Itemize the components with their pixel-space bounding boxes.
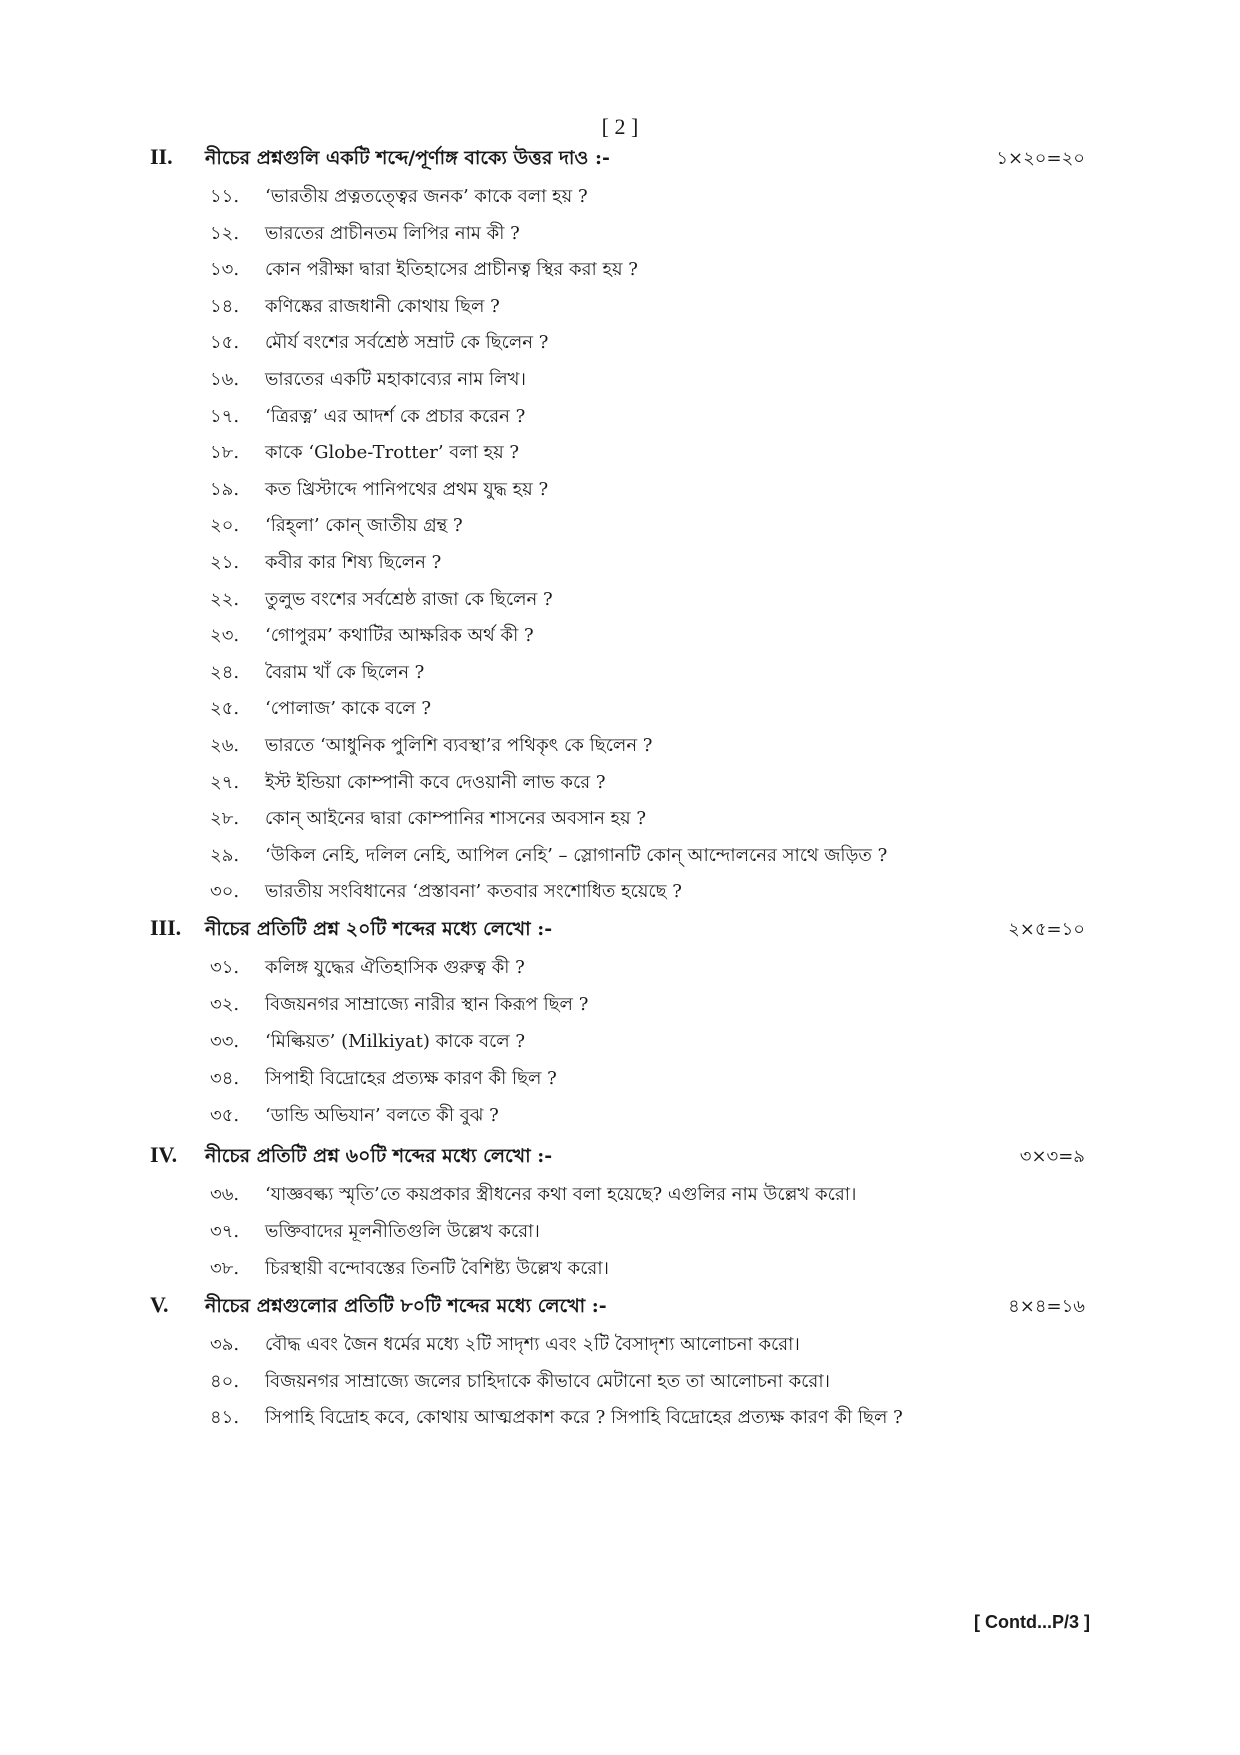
question-text: ভারতীয় সংবিধানের ‘প্রস্তাবনা’ কতবার সংশোধিত হয়েছে ? — [265, 881, 682, 902]
question-number: ১২. — [210, 223, 240, 244]
section-header — [0, 1142, 1240, 1182]
question-text: ‘ত্রিরত্ন’ এর আদর্শ কে প্রচার করেন ? — [265, 406, 526, 427]
question-number: ৩২. — [210, 994, 240, 1015]
question-text: চিরস্থায়ী বন্দোবস্তের তিনটি বৈশিষ্ট্য উল্লেখ করো। — [265, 1258, 609, 1279]
question-text: ইস্ট ইন্ডিয়া কোম্পানী কবে দেওয়ানী লাভ করে ? — [265, 772, 606, 793]
question-text: ভারতের একটি মহাকাব্যের নাম লিখ। — [265, 369, 526, 390]
question-item — [0, 877, 1240, 913]
question-number: ২৭. — [210, 772, 240, 793]
question-number: ৩১. — [210, 957, 240, 978]
question-number: ২০. — [210, 515, 240, 536]
question-item — [0, 1064, 1240, 1100]
question-number: ১৪. — [210, 296, 240, 317]
question-text: বৌদ্ধ এবং জৈন ধর্মের মধ্যে ২টি সাদৃশ্য এবং ২টি বৈসাদৃশ্য আলোচনা করো। — [265, 1334, 800, 1355]
question-number: ১৭. — [210, 406, 240, 427]
section-instruction: নীচের প্রতিটি প্রশ্ন ৬০টি শব্দের মধ্যে লেখো :- — [205, 1145, 553, 1167]
question-number: ৩০. — [210, 881, 240, 902]
question-item — [0, 1027, 1240, 1063]
question-text: বৈরাম খাঁ কে ছিলেন ? — [265, 662, 425, 683]
question-item — [0, 804, 1240, 840]
question-text: বিজয়নগর সাম্রাজ্যে জলের চাহিদাকে কীভাবে মেটানো হত তা আলোচনা করো। — [265, 1371, 830, 1392]
question-text: কবীর কার শিষ্য ছিলেন ? — [265, 552, 442, 573]
question-number: ২৮. — [210, 808, 240, 829]
question-number: ১৯. — [210, 479, 240, 500]
question-text: সিপাহী বিদ্রোহের প্রত্যক্ষ কারণ কী ছিল ? — [265, 1068, 557, 1089]
question-text: ‘উকিল নেহি, দলিল নেহি, আপিল নেহি’ – স্লোগানটি কোন্ আন্দোলনের সাথে জড়িত ? — [265, 845, 888, 866]
page-number: [ 2 ] — [601, 114, 639, 139]
question-text: সিপাহি বিদ্রোহ কবে, কোথায় আত্মপ্রকাশ করে ? সিপাহি বিদ্রোহের প্রত্যক্ষ কারণ কী ছিল ? — [265, 1407, 903, 1428]
question-item — [0, 365, 1240, 401]
question-text: মৌর্য বংশের সর্বশ্রেষ্ঠ সম্রাট কে ছিলেন ? — [265, 332, 549, 353]
question-item — [0, 402, 1240, 438]
question-item — [0, 1217, 1240, 1253]
question-text: ‘যাজ্ঞবল্ক্য স্মৃতি’তে কয়প্রকার স্ত্রীধনের কথা বলা হয়েছে? এগুলির নাম উল্লেখ করো। — [265, 1184, 857, 1205]
question-number: ৪০. — [210, 1371, 240, 1392]
question-item — [0, 1367, 1240, 1403]
question-item — [0, 1330, 1240, 1366]
question-item — [0, 658, 1240, 694]
question-item — [0, 694, 1240, 730]
question-number: ৩৬. — [210, 1184, 240, 1205]
continued-note: [ Contd...P/3 ] — [974, 1612, 1090, 1632]
section-number: IV. — [150, 1142, 178, 1167]
question-number: ১৩. — [210, 259, 240, 280]
section-instruction: নীচের প্রশ্নগুলি একটি শব্দে/পূর্ণাঙ্গ বাক্যে উত্তর দাও :- — [205, 147, 610, 169]
question-text: কাকে ‘Globe-Trotter’ বলা হয় ? — [265, 442, 520, 463]
question-number: ২২. — [210, 589, 240, 610]
question-text: ‘রিহ্‌লা’ কোন্ জাতীয় গ্রন্থ ? — [265, 515, 463, 536]
question-number: ২১. — [210, 552, 240, 573]
question-item — [0, 255, 1240, 291]
question-item — [0, 1403, 1240, 1439]
question-item — [0, 548, 1240, 584]
question-text: কলিঙ্গ যুদ্ধের ঐতিহাসিক গুরুত্ব কী ? — [265, 957, 525, 978]
question-number: ২৩. — [210, 625, 240, 646]
section-number: II. — [150, 144, 173, 169]
question-number: ৪১. — [210, 1407, 240, 1428]
section-marks: ১×২০=২০ — [996, 148, 1085, 169]
question-number: ২৯. — [210, 845, 240, 866]
question-text: ভারতে ‘আধুনিক পুলিশি ব্যবস্থা’র পথিকৃৎ কে ছিলেন ? — [265, 735, 653, 756]
question-number: ২৫. — [210, 698, 240, 719]
question-item — [0, 990, 1240, 1026]
section-number: V. — [150, 1292, 169, 1317]
question-item — [0, 1180, 1240, 1216]
question-text: ‘ভারতীয় প্রত্নতত্ত্বের জনক’ কাকে বলা হয় ? — [265, 186, 588, 207]
question-text: ভারতের প্রাচীনতম লিপির নাম কী ? — [265, 223, 520, 244]
question-text: ‘পোলাজ’ কাকে বলে ? — [265, 698, 432, 719]
question-item — [0, 1254, 1240, 1290]
question-item — [0, 182, 1240, 218]
section-marks: ৪×৪=১৬ — [1008, 1296, 1085, 1317]
section-marks: ২×৫=১০ — [1008, 919, 1085, 940]
section-header — [0, 144, 1240, 184]
section-header — [0, 915, 1240, 955]
question-item — [0, 768, 1240, 804]
question-text: ‘ডান্ডি অভিযান’ বলতে কী বুঝ ? — [265, 1105, 499, 1126]
question-number: ১১. — [210, 186, 240, 207]
question-text: কোন পরীক্ষা দ্বারা ইতিহাসের প্রাচীনত্ব স্থির করা হয় ? — [265, 259, 638, 280]
question-item — [0, 219, 1240, 255]
question-item — [0, 475, 1240, 511]
question-item — [0, 1101, 1240, 1137]
section-number: III. — [150, 915, 182, 940]
question-number: ২৬. — [210, 735, 240, 756]
question-number: ৩৮. — [210, 1258, 240, 1279]
question-item — [0, 731, 1240, 767]
question-number: ৩৩. — [210, 1031, 240, 1052]
question-number: ১৮. — [210, 442, 240, 463]
question-item — [0, 511, 1240, 547]
section-instruction: নীচের প্রশ্নগুলোর প্রতিটি ৮০টি শব্দের মধ্যে লেখো :- — [205, 1295, 607, 1317]
question-item — [0, 841, 1240, 877]
question-item — [0, 292, 1240, 328]
question-number: ৩৪. — [210, 1068, 240, 1089]
question-number: ১৬. — [210, 369, 240, 390]
question-number: ৩৭. — [210, 1221, 240, 1242]
question-text: বিজয়নগর সাম্রাজ্যে নারীর স্থান কিরূপ ছিল ? — [265, 994, 589, 1015]
section-instruction: নীচের প্রতিটি প্রশ্ন ২০টি শব্দের মধ্যে লেখো :- — [205, 918, 553, 940]
question-item — [0, 953, 1240, 989]
question-text: কোন্ আইনের দ্বারা কোম্পানির শাসনের অবসান হয় ? — [265, 808, 646, 829]
question-number: ৩৫. — [210, 1105, 240, 1126]
question-number: ১৫. — [210, 332, 240, 353]
question-number: ৩৯. — [210, 1334, 240, 1355]
question-text: তুলুভ বংশের সর্বশ্রেষ্ঠ রাজা কে ছিলেন ? — [265, 589, 553, 610]
question-text: ‘মিল্কিয়ত’ (Milkiyat) কাকে বলে ? — [265, 1031, 525, 1052]
question-item — [0, 621, 1240, 657]
question-text: কত খ্রিস্টাব্দে পানিপথের প্রথম যুদ্ধ হয় ? — [265, 479, 549, 500]
question-number: ২৪. — [210, 662, 240, 683]
question-item — [0, 328, 1240, 364]
question-item — [0, 438, 1240, 474]
question-text: ভক্তিবাদের মূলনীতিগুলি উল্লেখ করো। — [265, 1221, 540, 1242]
section-marks: ৩×৩=৯ — [1019, 1146, 1085, 1167]
question-text: ‘গোপুরম’ কথাটির আক্ষরিক অর্থ কী ? — [265, 625, 534, 646]
section-header — [0, 1292, 1240, 1332]
question-item — [0, 585, 1240, 621]
question-text: কণিষ্কের রাজধানী কোথায় ছিল ? — [265, 296, 500, 317]
